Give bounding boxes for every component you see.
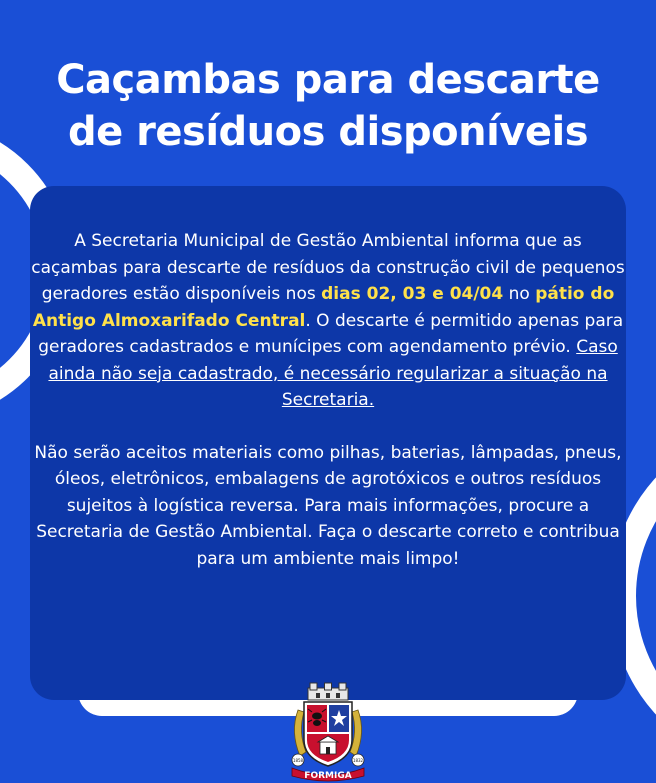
announcement-connector: no [503,284,536,304]
headline [0,54,656,158]
registration-notice: Caso ainda não seja cadastrado, é necessário regularizar a situação na Secretaria. [48,337,618,410]
highlight-place: pátio do Antigo Almoxarifado Central [32,284,615,331]
crest-year-right: 1832 [352,758,364,763]
paragraph-restrictions: Não serão aceitos materiais como pilhas, baterias, lâmpadas, pneus, óleos, eletrônicos, embalagens de agrotóxicos e outros resíduos sujeitos à logística reversa. Para mais informações, procure a Secretaria de Gestão Ambiental. Faça o descarte correto e contribua para um ambiente mais limpo! [34,442,622,569]
headline-line-1: Caçambas para descarte [56,57,600,103]
highlight-dates: dias 02, 03 e 04/04 [321,284,504,304]
crest-year-left: 1858 [292,758,304,763]
headline-line-2: de resíduos disponíveis [67,109,589,155]
announcement-rules: . O descarte é permitido apenas para geradores cadastrados e munícipes com agendamento prévio. [38,310,624,357]
city-coat-of-arms [286,682,370,782]
paragraph-announcement [30,228,626,414]
paragraph-gap [30,414,626,440]
crest-banner-text: FORMIGA [304,771,352,781]
info-text [30,228,626,572]
announcement-intro: A Secretaria Municipal de Gestão Ambiental informa que as caçambas para descarte de resíduos da construção civil de pequenos geradores estão disponíveis nos [31,231,625,304]
